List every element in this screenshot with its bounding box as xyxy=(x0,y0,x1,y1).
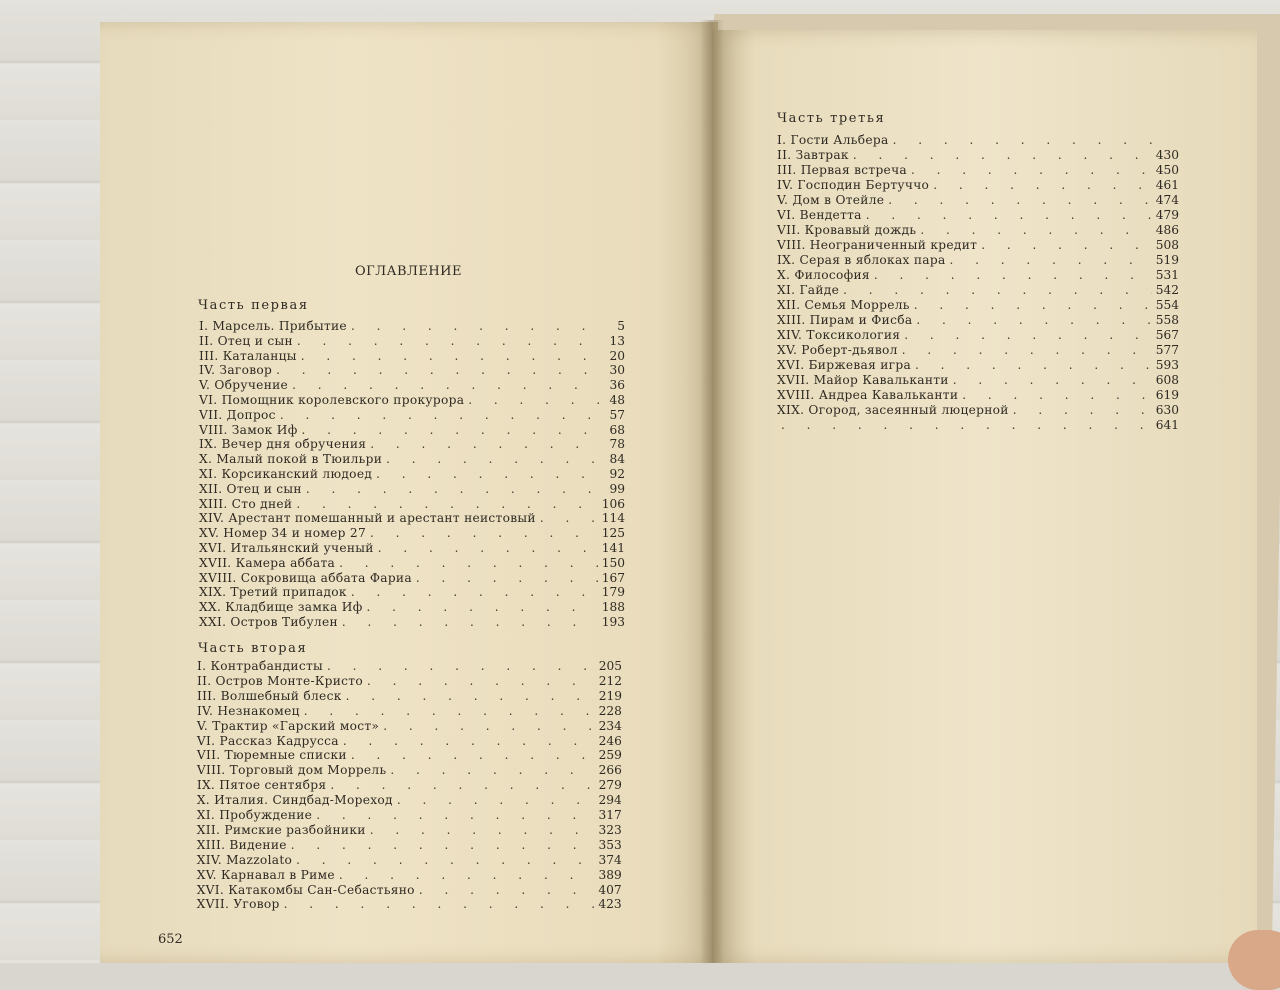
toc-entry-title: VI. Вендетта xyxy=(777,208,862,222)
toc-entry-page: 179 xyxy=(601,585,625,600)
toc-entry xyxy=(777,268,1179,283)
toc-entry-title: XIX. Третий припадок xyxy=(199,585,347,600)
toc-entry xyxy=(777,238,1179,253)
toc-entry-page: 48 xyxy=(609,393,625,407)
leader-dots xyxy=(920,223,1151,238)
toc-entry xyxy=(199,334,625,349)
toc-entry-page: 188 xyxy=(601,600,625,615)
toc-entry xyxy=(199,408,625,423)
toc-entry-page: 219 xyxy=(598,688,622,703)
toc-entry xyxy=(777,178,1179,193)
leader-dots xyxy=(297,334,599,349)
leader-dots xyxy=(1013,403,1152,418)
toc-entry-page: 141 xyxy=(601,541,625,555)
toc-entry-page: 125 xyxy=(601,526,625,541)
toc-entry xyxy=(777,148,1179,163)
toc-entry xyxy=(197,868,622,883)
toc-entry-title: XVI. Биржевая игра xyxy=(777,358,912,372)
toc-entry-title: IX. Серая в яблоках пара xyxy=(777,253,946,267)
toc-entry-title: II. Остров Монте-Кристо xyxy=(196,673,363,688)
toc-entry-page: 479 xyxy=(1155,208,1179,222)
toc-entry-page: 508 xyxy=(1155,238,1179,252)
toc-entry xyxy=(777,283,1179,298)
toc-entry-title: III. Первая встреча xyxy=(777,163,907,177)
leader-dots xyxy=(893,133,1153,148)
toc-entry xyxy=(197,734,622,749)
toc-entry xyxy=(777,403,1179,418)
leader-dots xyxy=(339,868,595,883)
toc-entry-page: 78 xyxy=(609,437,625,452)
leader-dots xyxy=(914,298,1152,313)
leader-dots xyxy=(316,808,594,823)
toc-entry-title: I. Контрабандисты xyxy=(197,659,323,673)
toc-entry-page: 5 xyxy=(617,319,625,333)
toc-entry-page: 407 xyxy=(598,882,622,897)
toc-entry xyxy=(199,363,625,378)
leader-dots xyxy=(468,393,599,408)
toc-entry xyxy=(777,328,1179,343)
toc-entry-page: 20 xyxy=(609,348,625,363)
leader-dots xyxy=(911,163,1152,178)
toc-entry-page: 150 xyxy=(601,555,625,570)
leader-dots xyxy=(284,897,595,912)
leader-dots xyxy=(367,600,598,615)
leader-dots xyxy=(397,793,595,808)
toc-entry-title: XVII. Майор Кавальканти xyxy=(777,373,949,387)
leader-dots xyxy=(370,526,598,541)
toc-entry xyxy=(777,163,1179,178)
leader-dots xyxy=(339,556,598,571)
leader-dots xyxy=(376,467,599,482)
toc-entry-page: 234 xyxy=(598,718,622,733)
leader-dots xyxy=(419,883,595,898)
leader-dots xyxy=(370,823,595,838)
toc-entry-title: XV. Роберт-дьявол xyxy=(777,343,898,357)
toc-entry-title: XIV. Токсикология xyxy=(777,328,901,342)
toc-entry-page: 531 xyxy=(1155,268,1179,282)
leader-dots xyxy=(386,452,599,467)
leader-dots xyxy=(327,659,595,674)
toc-entry-title: X. Малый покой в Тюильри xyxy=(199,452,383,467)
toc-entry xyxy=(197,719,622,734)
toc-entry-page: 323 xyxy=(598,822,622,837)
toc-entry-title: II. Отец и сын xyxy=(199,333,293,348)
toc-entry-title: IX. Пятое сентября xyxy=(196,778,327,793)
leader-dots xyxy=(874,268,1152,283)
toc-entry-title: XIII. Сто дней xyxy=(199,496,293,511)
toc-entry-title: VI. Рассказ Кадрусса xyxy=(196,733,339,748)
toc-entry xyxy=(197,763,622,778)
toc-entry-title: XII. Римские разбойники xyxy=(196,822,366,837)
toc-entry-title: XX. Кладбище замка Иф xyxy=(199,600,363,615)
toc-entry-page: 619 xyxy=(1155,388,1179,402)
toc-entry-page: 317 xyxy=(598,808,622,822)
toc-entry-title: I. Гости Альбера xyxy=(777,133,889,147)
toc-entry xyxy=(777,193,1179,208)
leader-dots xyxy=(853,148,1152,163)
toc-entry xyxy=(199,585,625,600)
toc-entry-title: XI. Корсиканский людоед xyxy=(199,467,373,481)
leader-dots xyxy=(296,497,597,512)
finger xyxy=(1228,930,1280,990)
toc-entry-page: 36 xyxy=(609,378,625,393)
toc-entry xyxy=(199,393,625,408)
toc-entry xyxy=(197,808,622,823)
toc-entry xyxy=(197,823,622,838)
toc-entry xyxy=(777,418,1179,433)
leader-dots xyxy=(781,418,1152,433)
toc-entry-page: 212 xyxy=(598,673,622,688)
toc-entry-title: X. Италия. Синдбад-Мореход xyxy=(196,793,393,808)
part-heading-1: Часть первая xyxy=(198,298,309,313)
leader-dots xyxy=(416,571,598,586)
toc-entry-page: 266 xyxy=(598,763,622,778)
toc-entry-title: V. Обручение xyxy=(199,378,289,393)
toc-entry xyxy=(777,358,1179,373)
toc-entry-title: XIV. Mazzolato xyxy=(196,852,293,867)
toc-entry-page: 114 xyxy=(601,511,625,526)
toc-entry xyxy=(197,793,622,808)
toc-entry-title: IV. Господин Бертуччо xyxy=(777,178,930,192)
toc-entry-title: VII. Тюремные списки xyxy=(196,748,347,763)
toc-entry-title: XVI. Катакомбы Сан-Себастьяно xyxy=(196,882,415,897)
toc-entry xyxy=(199,497,625,512)
toc-entry xyxy=(777,343,1179,358)
toc-entry-page: 389 xyxy=(598,867,622,882)
toc-entry-title: I. Марсель. Прибытие xyxy=(199,319,347,333)
leader-dots xyxy=(902,343,1152,358)
toc-entry xyxy=(197,883,622,898)
leader-dots xyxy=(981,238,1152,253)
toc-entry xyxy=(199,541,625,556)
toc-entry-page: 228 xyxy=(598,703,622,718)
toc-entry xyxy=(199,556,625,571)
toc-entry-title: XVII. Уговор xyxy=(196,897,280,912)
leader-dots xyxy=(866,208,1152,223)
toc-entry xyxy=(777,298,1179,313)
toc-entry-page: 474 xyxy=(1155,193,1179,207)
toc-entry xyxy=(197,704,622,719)
toc-entry xyxy=(777,133,1179,148)
leader-dots xyxy=(953,373,1152,388)
toc-entry xyxy=(777,388,1179,403)
toc-entry-page: 593 xyxy=(1155,358,1179,372)
contents-heading: ОГЛАВЛЕНИЕ xyxy=(355,264,463,279)
toc-entry-page: 486 xyxy=(1155,223,1179,237)
toc-entry xyxy=(777,253,1179,268)
toc-entry-title: XVII. Камера аббата xyxy=(199,555,336,570)
toc-entry xyxy=(197,674,622,689)
toc-entry-title: VII. Кровавый дождь xyxy=(777,223,917,237)
leader-dots xyxy=(280,408,599,423)
toc-entry xyxy=(199,378,625,393)
toc-entry-page: 374 xyxy=(598,852,622,867)
toc-entry-title: VII. Допрос xyxy=(199,407,276,422)
leader-dots xyxy=(843,283,1152,298)
toc-entry-page: 30 xyxy=(609,363,625,378)
toc-entry-title: II. Завтрак xyxy=(777,148,849,162)
toc-entry xyxy=(777,373,1179,388)
toc-entry-page: 99 xyxy=(609,481,625,496)
toc-entry-title: VIII. Торговый дом Моррель xyxy=(196,763,387,778)
leader-dots xyxy=(291,838,595,853)
leader-dots xyxy=(342,615,598,630)
leader-dots xyxy=(950,253,1152,268)
leader-dots xyxy=(304,704,595,719)
toc-entry-page: 259 xyxy=(598,748,622,763)
toc-entry-title: XV. Номер 34 и номер 27 xyxy=(199,526,367,541)
toc-entry-title: VIII. Замок Иф xyxy=(199,422,298,437)
toc-entry-page: 13 xyxy=(609,333,625,348)
leader-dots xyxy=(330,778,594,793)
toc-entry-title: XI. Пробуждение xyxy=(196,808,313,822)
leader-dots xyxy=(351,585,598,600)
toc-entry-title: XVIII. Андреа Кавальканти xyxy=(777,388,959,402)
leader-dots xyxy=(390,763,594,778)
toc-entry-page: 353 xyxy=(598,837,622,852)
toc-entry-title: XI. Гайде xyxy=(777,283,840,297)
toc-entry-title: XIX. Огород, засеянный люцерной xyxy=(777,403,1009,417)
leader-dots xyxy=(962,388,1151,403)
leader-dots xyxy=(351,319,599,334)
toc-entry-page: 519 xyxy=(1155,253,1179,267)
toc-entry-page: 106 xyxy=(601,496,625,511)
toc-entry-page: 641 xyxy=(1155,418,1179,432)
toc-entry-title: X. Философия xyxy=(777,268,870,282)
leader-dots xyxy=(301,349,599,364)
toc-entry-page: 461 xyxy=(1155,178,1179,192)
toc-entry-page: 430 xyxy=(1155,148,1179,162)
part-heading-2: Часть вторая xyxy=(198,641,308,656)
toc-entry-title: XII. Отец и сын xyxy=(199,481,302,496)
toc-entry-title: IV. Незнакомец xyxy=(196,703,300,718)
toc-entry-page: 567 xyxy=(1155,328,1179,342)
toc-entry-page: 630 xyxy=(1155,403,1179,417)
toc-entry xyxy=(197,897,622,912)
leader-dots xyxy=(933,178,1152,193)
leader-dots xyxy=(346,689,595,704)
toc-entry-title: V. Трактир «Гарский мост» xyxy=(196,718,380,733)
toc-entry-page: 246 xyxy=(598,733,622,748)
toc-entry xyxy=(197,778,622,793)
leader-dots xyxy=(904,328,1151,343)
toc-entry-page: 554 xyxy=(1155,298,1179,312)
toc-entry-page: 167 xyxy=(601,570,625,585)
toc-entry xyxy=(197,689,622,704)
toc-entry-title: XV. Карнавал в Риме xyxy=(196,867,335,882)
toc-entry-page: 542 xyxy=(1155,283,1179,297)
leader-dots xyxy=(378,541,598,556)
toc-entry-page: 84 xyxy=(609,452,625,467)
toc-entry xyxy=(199,452,625,467)
leader-dots xyxy=(343,734,595,749)
toc-entry-title: XIII. Видение xyxy=(196,837,287,852)
toc-entry-page: 450 xyxy=(1155,163,1179,177)
toc-entry xyxy=(199,511,625,526)
toc-entry xyxy=(199,423,625,438)
toc-entry-page: 577 xyxy=(1155,343,1179,357)
toc-entry-page: 193 xyxy=(601,615,625,629)
leader-dots xyxy=(383,719,594,734)
toc-entry xyxy=(197,748,622,763)
toc-entry-title: XXI. Остров Тибулен xyxy=(199,615,338,629)
toc-entry xyxy=(777,223,1179,238)
toc-entry-page: 279 xyxy=(598,778,622,793)
toc-entry-title: IX. Вечер дня обручения xyxy=(199,437,367,452)
toc-entry xyxy=(197,853,622,868)
toc-entry xyxy=(199,319,625,334)
leader-dots xyxy=(296,853,594,868)
toc-entry-page: 294 xyxy=(598,793,622,808)
toc-entry-title: XII. Семья Моррель xyxy=(777,298,910,312)
toc-entry-title: IV. Заговор xyxy=(199,363,273,378)
page-number: 652 xyxy=(158,932,183,947)
toc-entry-title: XIV. Арестант помешанный и арестант неистовый xyxy=(199,511,536,526)
part-heading-3: Часть третья xyxy=(777,111,886,126)
toc-entry xyxy=(199,482,625,497)
toc-entry-title: VIII. Неограниченный кредит xyxy=(777,238,978,252)
toc-entry-page: 558 xyxy=(1155,313,1179,327)
toc-entry-title: VI. Помощник королевского прокурора xyxy=(199,393,465,407)
toc-entry-title: III. Волшебный блеск xyxy=(196,688,342,703)
toc-entry-page: 608 xyxy=(1155,373,1179,387)
toc-entry xyxy=(199,615,625,630)
toc-entry-page: 205 xyxy=(598,659,622,673)
leader-dots xyxy=(888,193,1151,208)
toc-entry-title: III. Каталанцы xyxy=(199,348,297,363)
toc-entry-title: V. Дом в Отейле xyxy=(777,193,885,207)
toc-entry-page: 423 xyxy=(598,897,622,912)
leader-dots xyxy=(540,511,598,526)
leader-dots xyxy=(915,358,1152,373)
toc-entry xyxy=(199,349,625,364)
toc-entry xyxy=(197,838,622,853)
leader-dots xyxy=(306,482,599,497)
leader-dots xyxy=(302,423,599,438)
toc-entry xyxy=(199,437,625,452)
toc-entry-page: 57 xyxy=(609,407,625,422)
leader-dots xyxy=(276,363,599,378)
toc-entry xyxy=(199,571,625,586)
leader-dots xyxy=(916,313,1151,328)
leader-dots xyxy=(292,378,599,393)
leader-dots xyxy=(351,748,595,763)
leader-dots xyxy=(370,437,599,452)
toc-entry xyxy=(777,313,1179,328)
toc-entry xyxy=(199,467,625,482)
toc-entry-page: 92 xyxy=(609,467,625,481)
toc-entry xyxy=(197,659,622,674)
leader-dots xyxy=(367,674,595,689)
toc-entry xyxy=(199,600,625,615)
toc-entry-title: XVI. Итальянский ученый xyxy=(199,541,374,555)
toc-entry-title: XIII. Пирам и Фисба xyxy=(777,313,913,327)
toc-entry-page: 68 xyxy=(609,422,625,437)
book-spine xyxy=(700,20,724,963)
toc-entry xyxy=(777,208,1179,223)
toc-entry xyxy=(199,526,625,541)
toc-entry-title: XVIII. Сокровища аббата Фариа xyxy=(199,570,412,585)
